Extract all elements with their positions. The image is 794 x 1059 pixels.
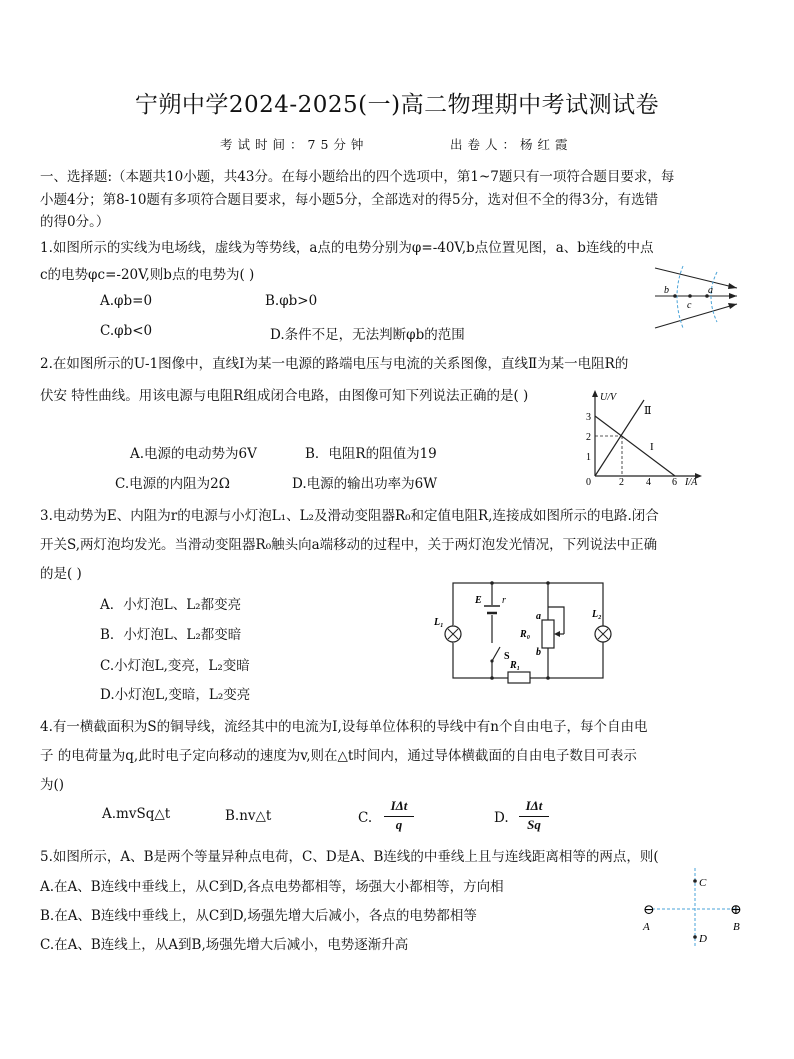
- q4-option-c-numerator: IΔt: [390, 798, 408, 813]
- q2-graph-origin: 0: [586, 477, 591, 486]
- q5-option-a[interactable]: A.在A、B连线中垂线上，从C到D,各点电势都相等，场强大小都相等，方向相: [40, 879, 504, 895]
- q1-stem-line-1: 1.如图所示的实线为电场线，虚线为等势线，a点的电势分别为φ=-40V,b点位置见图，a、b连线的中点: [40, 240, 654, 256]
- q5-negative-charge-icon: ⊖: [643, 903, 655, 918]
- q4-option-c-label[interactable]: C.: [358, 810, 373, 826]
- q5-label-d: D: [699, 933, 707, 945]
- q2-graph-xlabel: I/A: [685, 477, 698, 486]
- q5-charges-figure: [638, 866, 753, 951]
- q3-stem-line-1: 3.电动势为E、内阻为r的电源与小灯泡L₁、L₂及滑动变阻器R₀和定值电阻R,连接成如图所示的电路.闭合: [40, 508, 659, 524]
- q2-option-b[interactable]: B．电阻R的阻值为19: [305, 446, 437, 462]
- q3-stem-line-2: 开关S,两灯泡均发光。当滑动变阻器R₀触头向a端移动的过程中，关于两灯泡发光情况，下列说法中正确: [40, 537, 658, 553]
- q5-label-a: A: [643, 921, 650, 933]
- q2-option-c[interactable]: C.电源的内阻为2Ω: [115, 476, 230, 492]
- q3-label-l1: L₁: [434, 617, 444, 628]
- q1-stem-line-2: c的电势φc=-20V,则b点的电势为( ): [40, 267, 255, 283]
- q2-option-d[interactable]: D.电源的输出功率为6W: [292, 476, 438, 492]
- section-intro-line-2: 小题4分；第8-10题有多项符合题目要求，每小题5分，全部选对的得5分，选对但不全的得3分，有选错: [40, 192, 659, 208]
- q3-option-d[interactable]: D.小灯泡L,变暗，L₂变亮: [100, 687, 251, 703]
- q4-option-d-denominator: Sq: [519, 816, 549, 833]
- q3-option-b[interactable]: B．小灯泡L、L₂都变暗: [100, 627, 242, 643]
- q2-graph-line-2-label: Ⅱ: [644, 405, 652, 417]
- q1-field-line-figure: [645, 258, 745, 338]
- q2-graph-tick-x2: 2: [619, 477, 624, 486]
- q4-stem-line-2: 子 的电荷量为q,此时电子定向移动的速度为v,则在△t时间内，通过导体横截面的自由电子数目可表示: [40, 748, 637, 764]
- q2-graph-tick-x4: 4: [646, 477, 651, 486]
- q3-option-c[interactable]: C.小灯泡L,变亮，L₂变暗: [100, 658, 250, 674]
- q4-option-d-fraction[interactable]: [519, 798, 549, 833]
- exam-author: 出卷人：杨红霞: [450, 137, 573, 152]
- q2-option-a[interactable]: A.电源的电动势为6V: [130, 446, 257, 462]
- q2-stem-line-1: 2.在如图所示的U-1图像中，直线I为某一电源的路端电压与电流的关系图像，直线Ⅱ为某一电阻R的: [40, 356, 629, 372]
- q3-label-a: a: [536, 611, 541, 622]
- q2-graph-tick-y3: 3: [586, 412, 591, 423]
- q1-fig-label-a: a: [708, 285, 713, 296]
- q4-option-c-denominator: q: [384, 816, 414, 833]
- q5-label-b: B: [733, 921, 740, 933]
- q3-stem-line-3: 的是( ): [40, 566, 82, 582]
- q1-fig-label-c: c: [687, 300, 692, 311]
- q3-label-l2: L₂: [592, 609, 602, 620]
- q3-label-r0: R₀: [520, 629, 531, 640]
- q4-option-d-numerator: IΔt: [525, 798, 543, 813]
- q1-option-c[interactable]: C.φb<0: [100, 323, 153, 339]
- q5-option-c[interactable]: C.在A、B连线上，从A到B,场强先增大后减小，电势逐渐升高: [40, 937, 409, 953]
- q3-label-r1: R₁: [510, 660, 521, 671]
- q4-stem-line-1: 4.有一横截面积为S的铜导线，流经其中的电流为I,设每单位体积的导线中有n个自由电子，每个自由电: [40, 719, 648, 735]
- q4-option-b[interactable]: B.nv△t: [225, 808, 272, 824]
- q2-graph-line-1-label: I: [650, 441, 654, 453]
- q1-option-b[interactable]: B.φb>0: [265, 293, 318, 309]
- q2-graph-tick-y2: 2: [586, 432, 591, 443]
- q4-option-c-fraction[interactable]: [384, 798, 414, 833]
- q3-label-r: r: [502, 595, 506, 606]
- q2-stem-line-2: 伏安 特性曲线。用该电源与电阻R组成闭合电路，由图像可知下列说法正确的是( ): [40, 388, 529, 404]
- q3-label-b: b: [536, 647, 541, 658]
- q4-option-a[interactable]: A.mvSq△t: [102, 806, 171, 822]
- q2-ui-graph: [580, 388, 710, 486]
- q3-option-a[interactable]: A．小灯泡L、L₂都变亮: [100, 597, 242, 613]
- q5-option-b[interactable]: B.在A、B连线中垂线上，从C到D,场强先增大后减小，各点的电势都相等: [40, 908, 477, 924]
- q3-label-e: E: [475, 595, 482, 606]
- exam-time: 考试时间：75分钟: [220, 137, 369, 152]
- q4-option-d-label[interactable]: D.: [494, 810, 509, 826]
- q3-circuit-figure: [420, 575, 620, 690]
- q2-graph-tick-x6: 6: [672, 477, 677, 486]
- q5-stem: 5.如图所示，A、B是两个等量异种点电荷，C、D是A、B连线的中垂线上且与连线距离相等的两点，则(: [40, 849, 659, 865]
- q5-label-c: C: [699, 877, 707, 889]
- section-intro-line-1: 一、选择题:（本题共10小题，共43分。在每小题给出的四个选项中，第1~7题只有一项符合题目要求，每: [40, 169, 675, 185]
- q1-option-a[interactable]: A.φb=0: [100, 293, 153, 309]
- q1-fig-label-b: b: [664, 285, 669, 296]
- q1-option-d[interactable]: D.条件不足，无法判断φb的范围: [270, 327, 465, 343]
- q3-label-s: S: [504, 651, 510, 662]
- page-title: 宁朔中学2024-2025(一)高二物理期中考试测试卷: [134, 92, 660, 118]
- q5-positive-charge-icon: ⊕: [730, 903, 742, 918]
- q2-graph-tick-y1: 1: [586, 452, 591, 463]
- q2-graph-ylabel: U/V: [600, 392, 617, 403]
- q4-stem-line-3: 为(): [40, 777, 65, 793]
- section-intro-line-3: 的得0分。）: [40, 214, 110, 230]
